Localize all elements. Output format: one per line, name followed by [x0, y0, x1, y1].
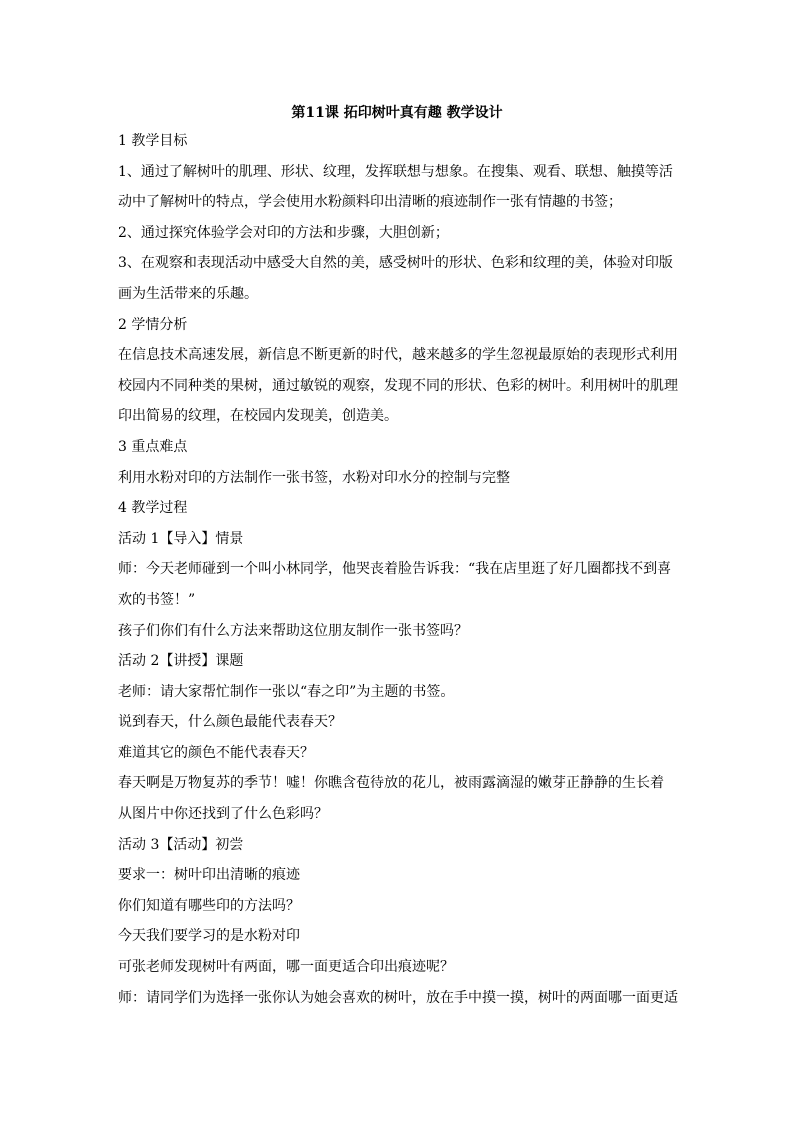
paragraph-line: 校园内不同种类的果树，通过敏锐的观察，发现不同的形状、色彩的树叶。利用树叶的肌理 [118, 377, 678, 394]
document-title: 第11课 拓印树叶真有趣 教学设计 [291, 105, 503, 121]
paragraph-line: 孩子们你们有什么方法来帮助这位朋友制作一张书签吗？ [118, 622, 468, 639]
paragraph-line: 从图片中你还找到了什么色彩吗？ [118, 806, 328, 823]
paragraph-line: 今天我们要学习的是水粉对印 [118, 928, 300, 945]
paragraph-line: 说到春天，什么颜色最能代表春天？ [118, 714, 342, 731]
paragraph-line: 难道其它的颜色不能代表春天？ [118, 744, 314, 761]
section-heading-key-points: 3 重点难点 [118, 438, 188, 455]
paragraph-line: 3、在观察和表现活动中感受大自然的美，感受树叶的形状、色彩和纹理的美，体验对印版 [118, 255, 673, 272]
paragraph-line: 在信息技术高速发展，新信息不断更新的时代，越来越多的学生忽视最原始的表现形式利用 [118, 347, 678, 364]
paragraph-line: 动中了解树叶的特点，学会使用水粉颜料印出清晰的痕迹制作一张有情趣的书签； [118, 194, 622, 211]
section-heading-process: 4 教学过程 [118, 500, 188, 517]
section-heading-objectives: 1 教学目标 [118, 133, 188, 149]
paragraph-line: 师：请同学们为选择一张你认为她会喜欢的树叶，放在手中摸一摸，树叶的两面哪一面更适 [118, 989, 678, 1006]
paragraph-line: 画为生活带来的乐趣。 [118, 285, 258, 302]
activity-heading: 活动 3【活动】初尝 [118, 836, 244, 853]
paragraph-line: 要求一：树叶印出清晰的痕迹 [118, 867, 300, 884]
paragraph-line: 2、通过探究体验学会对印的方法和步骤，大胆创新； [118, 224, 449, 241]
activity-heading: 活动 1【导入】情景 [118, 530, 244, 547]
paragraph-line: 利用水粉对印的方法制作一张书签，水粉对印水分的控制与完整 [118, 469, 510, 486]
paragraph-line: 印出简易的纹理，在校园内发现美，创造美。 [118, 408, 398, 425]
paragraph-line: 老师：请大家帮忙制作一张以“春之印”为主题的书签。 [118, 683, 455, 700]
paragraph-line: 春天啊是万物复苏的季节！嘘！你瞧含苞待放的花儿，被雨露滴湿的嫩芽正静静的生长着 [118, 775, 664, 792]
paragraph-line: 欢的书签！” [118, 591, 196, 608]
paragraph-line: 你们知道有哪些印的方法吗？ [118, 897, 300, 914]
section-heading-analysis: 2 学情分析 [118, 316, 188, 333]
activity-heading: 活动 2【讲授】课题 [118, 653, 244, 670]
paragraph-line: 可张老师发现树叶有两面，哪一面更适合印出痕迹呢？ [118, 959, 454, 976]
paragraph-line: 1、通过了解树叶的肌理、形状、纹理，发挥联想与想象。在搜集、观看、联想、触摸等活 [118, 163, 673, 180]
document-body [118, 132, 680, 1019]
paragraph-line: 师：今天老师碰到一个叫小林同学，他哭丧着脸告诉我：“我在店里逛了好几圈都找不到喜 [118, 561, 672, 578]
